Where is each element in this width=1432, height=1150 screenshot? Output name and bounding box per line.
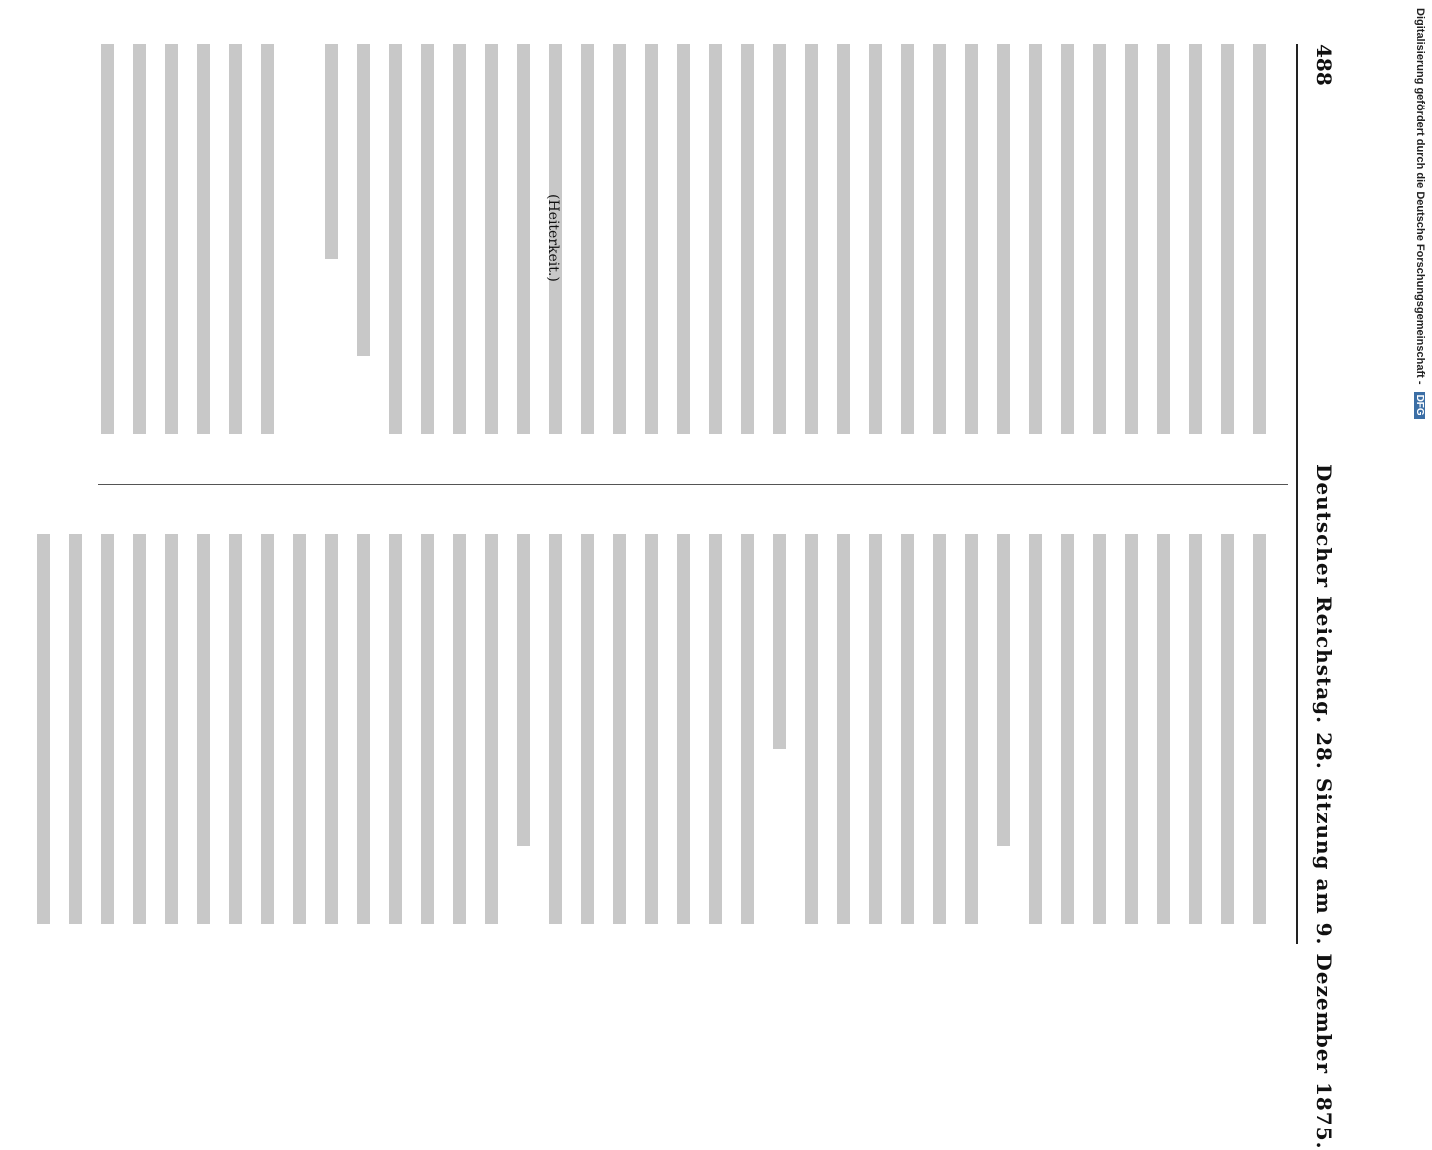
left-column — [101, 44, 1266, 434]
column-divider — [98, 484, 1288, 485]
right-column — [37, 534, 1266, 924]
header-rule — [1296, 44, 1298, 944]
dfg-logo: DFG — [1414, 392, 1425, 419]
stage-direction: (Heiterkeit.) — [545, 194, 561, 282]
page-number: 488 — [1312, 44, 1336, 86]
digitization-credit — [1414, 8, 1426, 788]
rotated-page-content — [36, 44, 1336, 1150]
running-title: Deutscher Reichstag. 28. Sitzung am 9. Dezember 1875. — [1312, 464, 1336, 1150]
credit-text: Digitalisierung gefördert durch die Deutsche Forschungsgemeinschaft - — [1414, 8, 1426, 385]
